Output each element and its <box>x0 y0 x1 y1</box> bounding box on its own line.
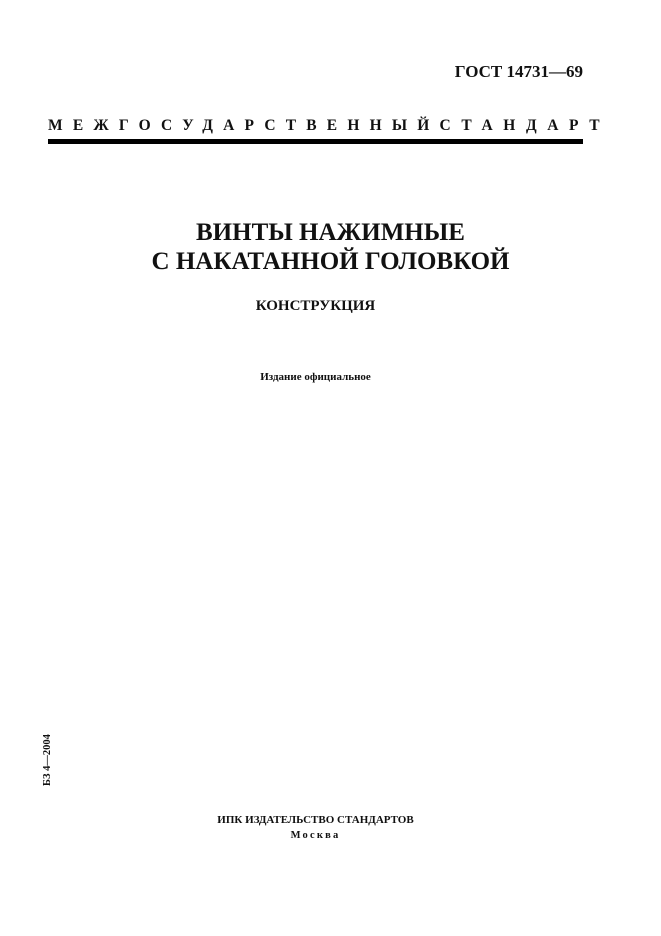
document-title <box>0 218 661 276</box>
standard-type-heading <box>48 117 611 135</box>
side-code: БЗ 4—2004 <box>42 734 53 786</box>
publisher-city: Москва <box>290 830 341 841</box>
edition-note: Издание официальное <box>260 371 371 383</box>
document-subtitle: КОНСТРУКЦИЯ <box>255 298 376 314</box>
publisher-name: ИПК ИЗДАТЕЛЬСТВО СТАНДАРТОВ <box>217 814 414 826</box>
standard-type-word-1: МЕЖГОСУДАРСТВЕННЫЙ <box>48 117 440 134</box>
standard-type-word-2: СТАНДАРТ <box>439 117 611 134</box>
title-line-1: ВИНТЫ НАЖИМНЫЕ <box>196 219 465 246</box>
header-rule <box>48 139 583 144</box>
document-code: ГОСТ 14731—69 <box>454 62 583 81</box>
title-line-2: С НАКАТАННОЙ ГОЛОВКОЙ <box>151 248 510 275</box>
